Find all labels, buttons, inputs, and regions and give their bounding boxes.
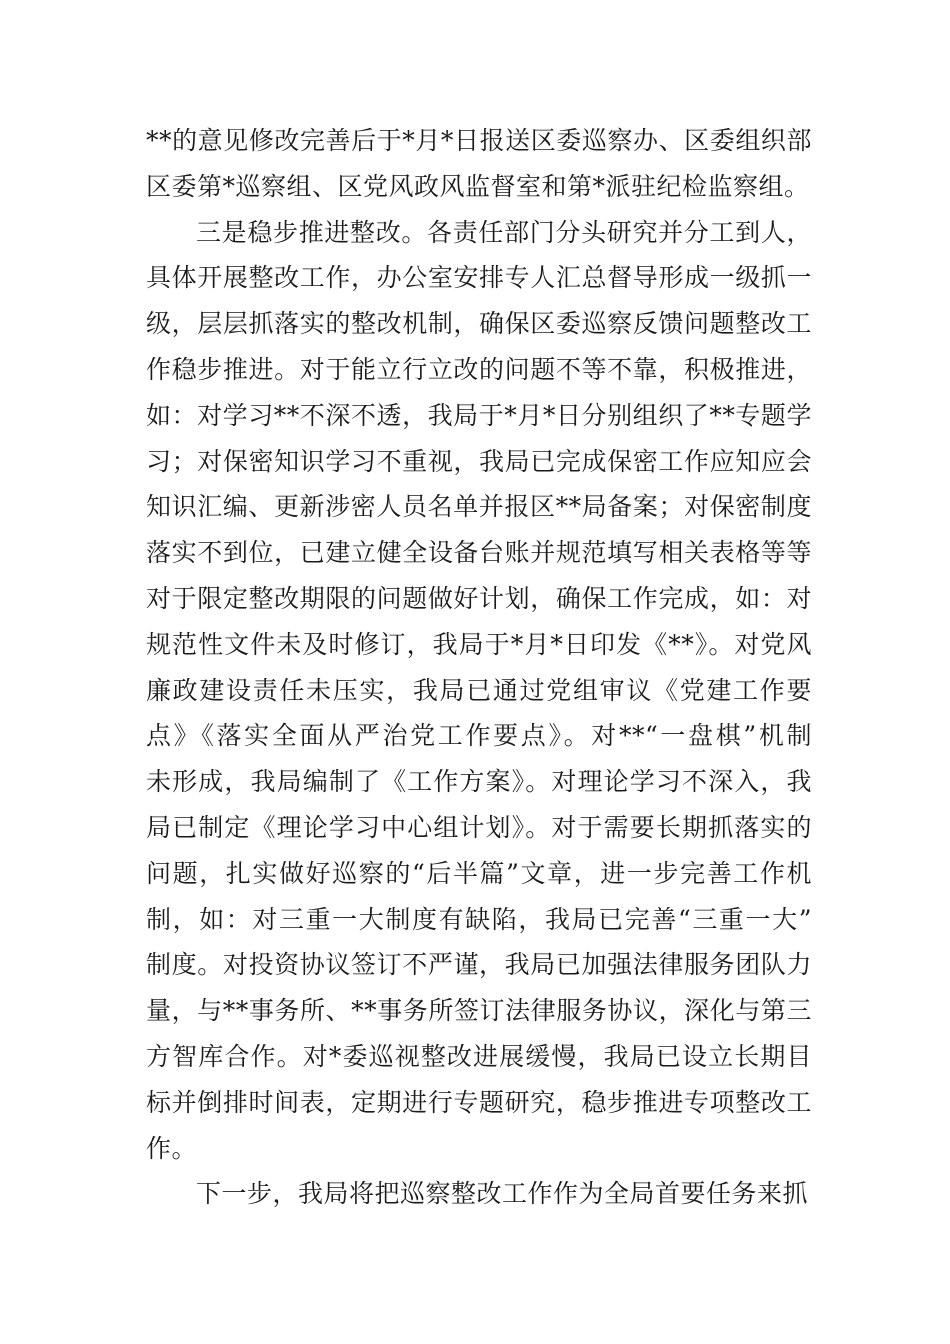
text-line-21: 方智库合作。对*委巡视整改进展缓慢，我局已设立长期目	[146, 1041, 812, 1071]
text-line-14: 点》《落实全面从严治党工作要点》。对**“一盘棋”机制	[146, 721, 812, 751]
text-line-13: 廉政建设责任未压实，我局已通过党组审议《党建工作要	[146, 675, 812, 705]
text-line-5: 级，层层抓落实的整改机制，确保区委巡察反馈问题整改工	[146, 309, 812, 339]
text-line-20: 量，与**事务所、**事务所签订法律服务协议，深化与第三	[146, 996, 812, 1026]
text-line-10: 落实不到位，已建立健全设备台账并规范填写相关表格等等	[146, 538, 812, 568]
text-line-17: 问题，扎实做好巡察的“后半篇”文章，进一步完善工作机	[146, 858, 812, 888]
text-line-7: 如：对学习**不深不透，我局于*月*日分别组织了**专题学	[146, 400, 812, 430]
text-line-6: 作稳步推进。对于能立行立改的问题不等不靠，积极推进，	[146, 354, 812, 384]
text-line-8: 习；对保密知识学习不重视，我局已完成保密工作应知应会	[146, 446, 812, 476]
text-line-1: **的意见修改完善后于*月*日报送区委巡察办、区委组织部	[146, 126, 812, 155]
text-line-16: 局已制定《理论学习中心组计划》。对于需要长期抓落实的	[146, 812, 812, 842]
text-line-2: 区委第*巡察组、区党风政风监督室和第*派驻纪检监察组。	[146, 171, 810, 201]
text-line-15: 未形成，我局编制了《工作方案》。对理论学习不深入，我	[146, 767, 812, 797]
body-text	[146, 118, 812, 1217]
text-line-9: 知识汇编、更新涉密人员名单并报区**局备案；对保密制度	[146, 492, 812, 522]
text-line-18: 制，如：对三重一大制度有缺陷，我局已完善“三重一大”	[146, 904, 812, 934]
paragraph-start-line: 三是稳步推进整改。各责任部门分头研究并分工到人，	[196, 217, 812, 247]
text-line-12: 规范性文件未及时修订，我局于*月*日印发《**》。对党风	[146, 629, 812, 659]
text-line-22: 标并倒排时间表，定期进行专题研究，稳步推进专项整改工	[146, 1087, 812, 1117]
text-line-4: 具体开展整改工作，办公室安排专人汇总督导形成一级抓一	[146, 263, 812, 293]
paragraph-start-line: 下一步，我局将把巡察整改工作作为全局首要任务来抓	[196, 1179, 809, 1209]
text-line-19: 制度。对投资协议签订不严谨，我局已加强法律服务团队力	[146, 950, 812, 980]
text-line-23: 作。	[146, 1133, 198, 1163]
text-line-11: 对于限定整改期限的问题做好计划，确保工作完成，如：对	[146, 583, 812, 613]
